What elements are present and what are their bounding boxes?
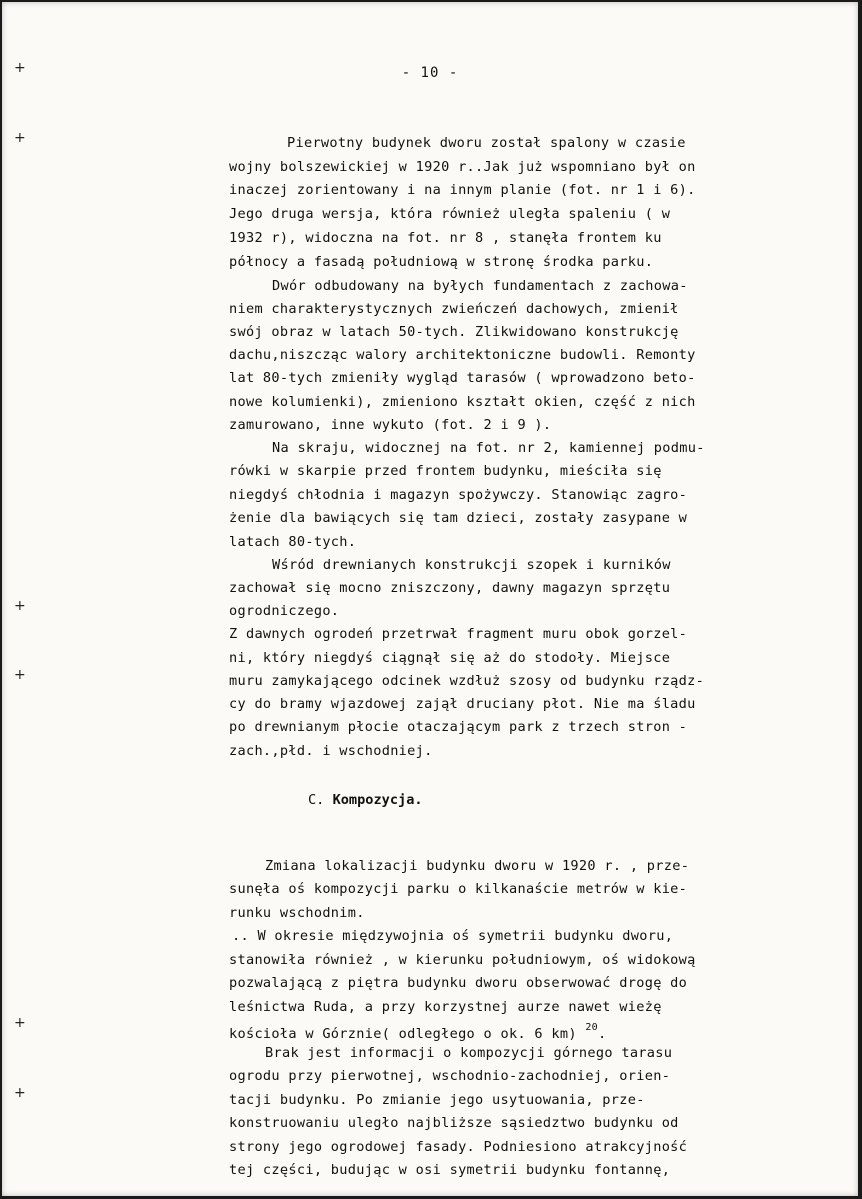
text-line: stanowiła również , w kierunku południowym, oś widokową xyxy=(229,952,696,968)
text-line: tacji budynku. Po zmianie jego usytuowania, prze- xyxy=(229,1092,645,1108)
text-line: po drewnianym płocie otaczającym park z trzech stron - xyxy=(229,719,688,735)
text-line: .. W okresie międzywojnia oś symetrii budynku dworu, xyxy=(232,928,674,944)
text-line: sunęła oś kompozycji parku o kilkanaście metrów w kie- xyxy=(229,881,688,897)
text-line: zach.,płd. i wschodniej. xyxy=(229,743,433,759)
text-line: żenie dla bawiących się tam dzieci, zostały zasypane w xyxy=(229,510,688,526)
section-heading xyxy=(308,792,423,808)
text-line: leśnictwa Ruda, a przy korzystnej aurze nawet wieżę xyxy=(229,999,662,1015)
text-line: latach 80-tych. xyxy=(229,534,357,550)
text-line: Z dawnych ogrodeń przetrwał fragment muru obok gorzel- xyxy=(229,626,688,642)
text-line: tej części, budując w osi symetrii budynku fontannę, xyxy=(229,1162,671,1178)
section-letter: C. xyxy=(308,792,325,808)
text-line: dachu,niszcząc walory architektoniczne budowli. Remonty xyxy=(229,347,696,363)
text-line: lat 80-tych zmieniły wygląd tarasów ( wprowadzono beto- xyxy=(229,370,696,386)
text-line: ogrodu przy pierwotnej, wschodnio-zachodniej, orien- xyxy=(229,1068,671,1084)
text-line: rówki w skarpie przed frontem budynku, mieściła się xyxy=(229,463,662,479)
text-line: Brak jest informacji o kompozycji górnego tarasu xyxy=(265,1045,673,1061)
text-line: nowe kolumienki), zmieniono kształt okien, część z nich xyxy=(229,394,696,410)
section-title: Kompozycja. xyxy=(332,792,423,808)
text-line xyxy=(229,1022,606,1042)
text-line: inaczej zorientowany i na innym planie (fot. nr 1 i 6). xyxy=(229,182,696,198)
text-line: Zmiana lokalizacji budynku dworu w 1920 r. , prze- xyxy=(265,858,690,874)
text-line: Jego druga wersja, która również uległa spaleniu ( w xyxy=(229,206,671,222)
footnote-reference: 20 xyxy=(585,1022,598,1033)
text-line: swój obraz w latach 50-tych. Zlikwidowano konstrukcję xyxy=(229,324,679,340)
text-line: konstruowaniu uległo najbliższe sąsiedztwo budynku od xyxy=(229,1115,679,1131)
text-line: Wśród drewnianych konstrukcji szopek i kurników xyxy=(272,557,671,573)
text-line: zamurowano, inne wykuto (fot. 2 i 9 ). xyxy=(229,417,552,433)
text-line: ni, który niegdyś ciągnął się aż do stodoły. Miejsce xyxy=(229,650,671,666)
margin-mark: + xyxy=(14,667,26,683)
document-page xyxy=(2,2,858,1196)
text-line: 1932 r), widoczna na fot. nr 8 , stanęła frontem ku xyxy=(229,230,662,246)
text-line: Dwór odbudowany na byłych fundamentach z zachowa- xyxy=(272,278,688,294)
text-line: ogrodniczego. xyxy=(229,603,340,619)
text-line: północy a fasadą południową w stronę środka parku. xyxy=(229,254,654,270)
margin-mark: + xyxy=(14,1085,26,1101)
text-line: muru zamykającego odcinek wzdłuż szosy od budynku rządz- xyxy=(229,673,705,689)
page-number: - 10 - xyxy=(401,65,459,81)
margin-mark: + xyxy=(14,130,26,146)
text-line: niegdyś chłodnia i magazyn spożywczy. Stanowiąc zagro- xyxy=(229,487,688,503)
text-line: Pierwotny budynek dworu został spalony w czasie xyxy=(287,135,686,151)
text-line: strony jego ogrodowej fasady. Podniesiono atrakcyjność xyxy=(229,1139,688,1155)
text-line: pozwalającą z piętra budynku dworu obserwować drogę do xyxy=(229,975,688,991)
text-line: runku wschodnim. xyxy=(229,905,365,921)
text-line: wojny bolszewickiej w 1920 r..Jak już wspomniano był on xyxy=(229,159,696,175)
text-fragment: kościoła w Górznie( odległego o ok. 6 km) xyxy=(229,1026,577,1042)
margin-mark: + xyxy=(14,1015,26,1031)
margin-mark: + xyxy=(14,60,26,76)
text-line: niem charakterystycznych zwieńczeń dachowych, zmienił xyxy=(229,301,679,317)
margin-mark: + xyxy=(14,598,26,614)
text-line: Na skraju, widocznej na fot. nr 2, kamiennej podmu- xyxy=(272,440,705,456)
text-line: cy do bramy wjazdowej zajął druciany płot. Nie ma śladu xyxy=(229,696,696,712)
text-line: zachował się mocno zniszczony, dawny magazyn sprzętu xyxy=(229,580,671,596)
text-fragment: . xyxy=(598,1026,607,1042)
